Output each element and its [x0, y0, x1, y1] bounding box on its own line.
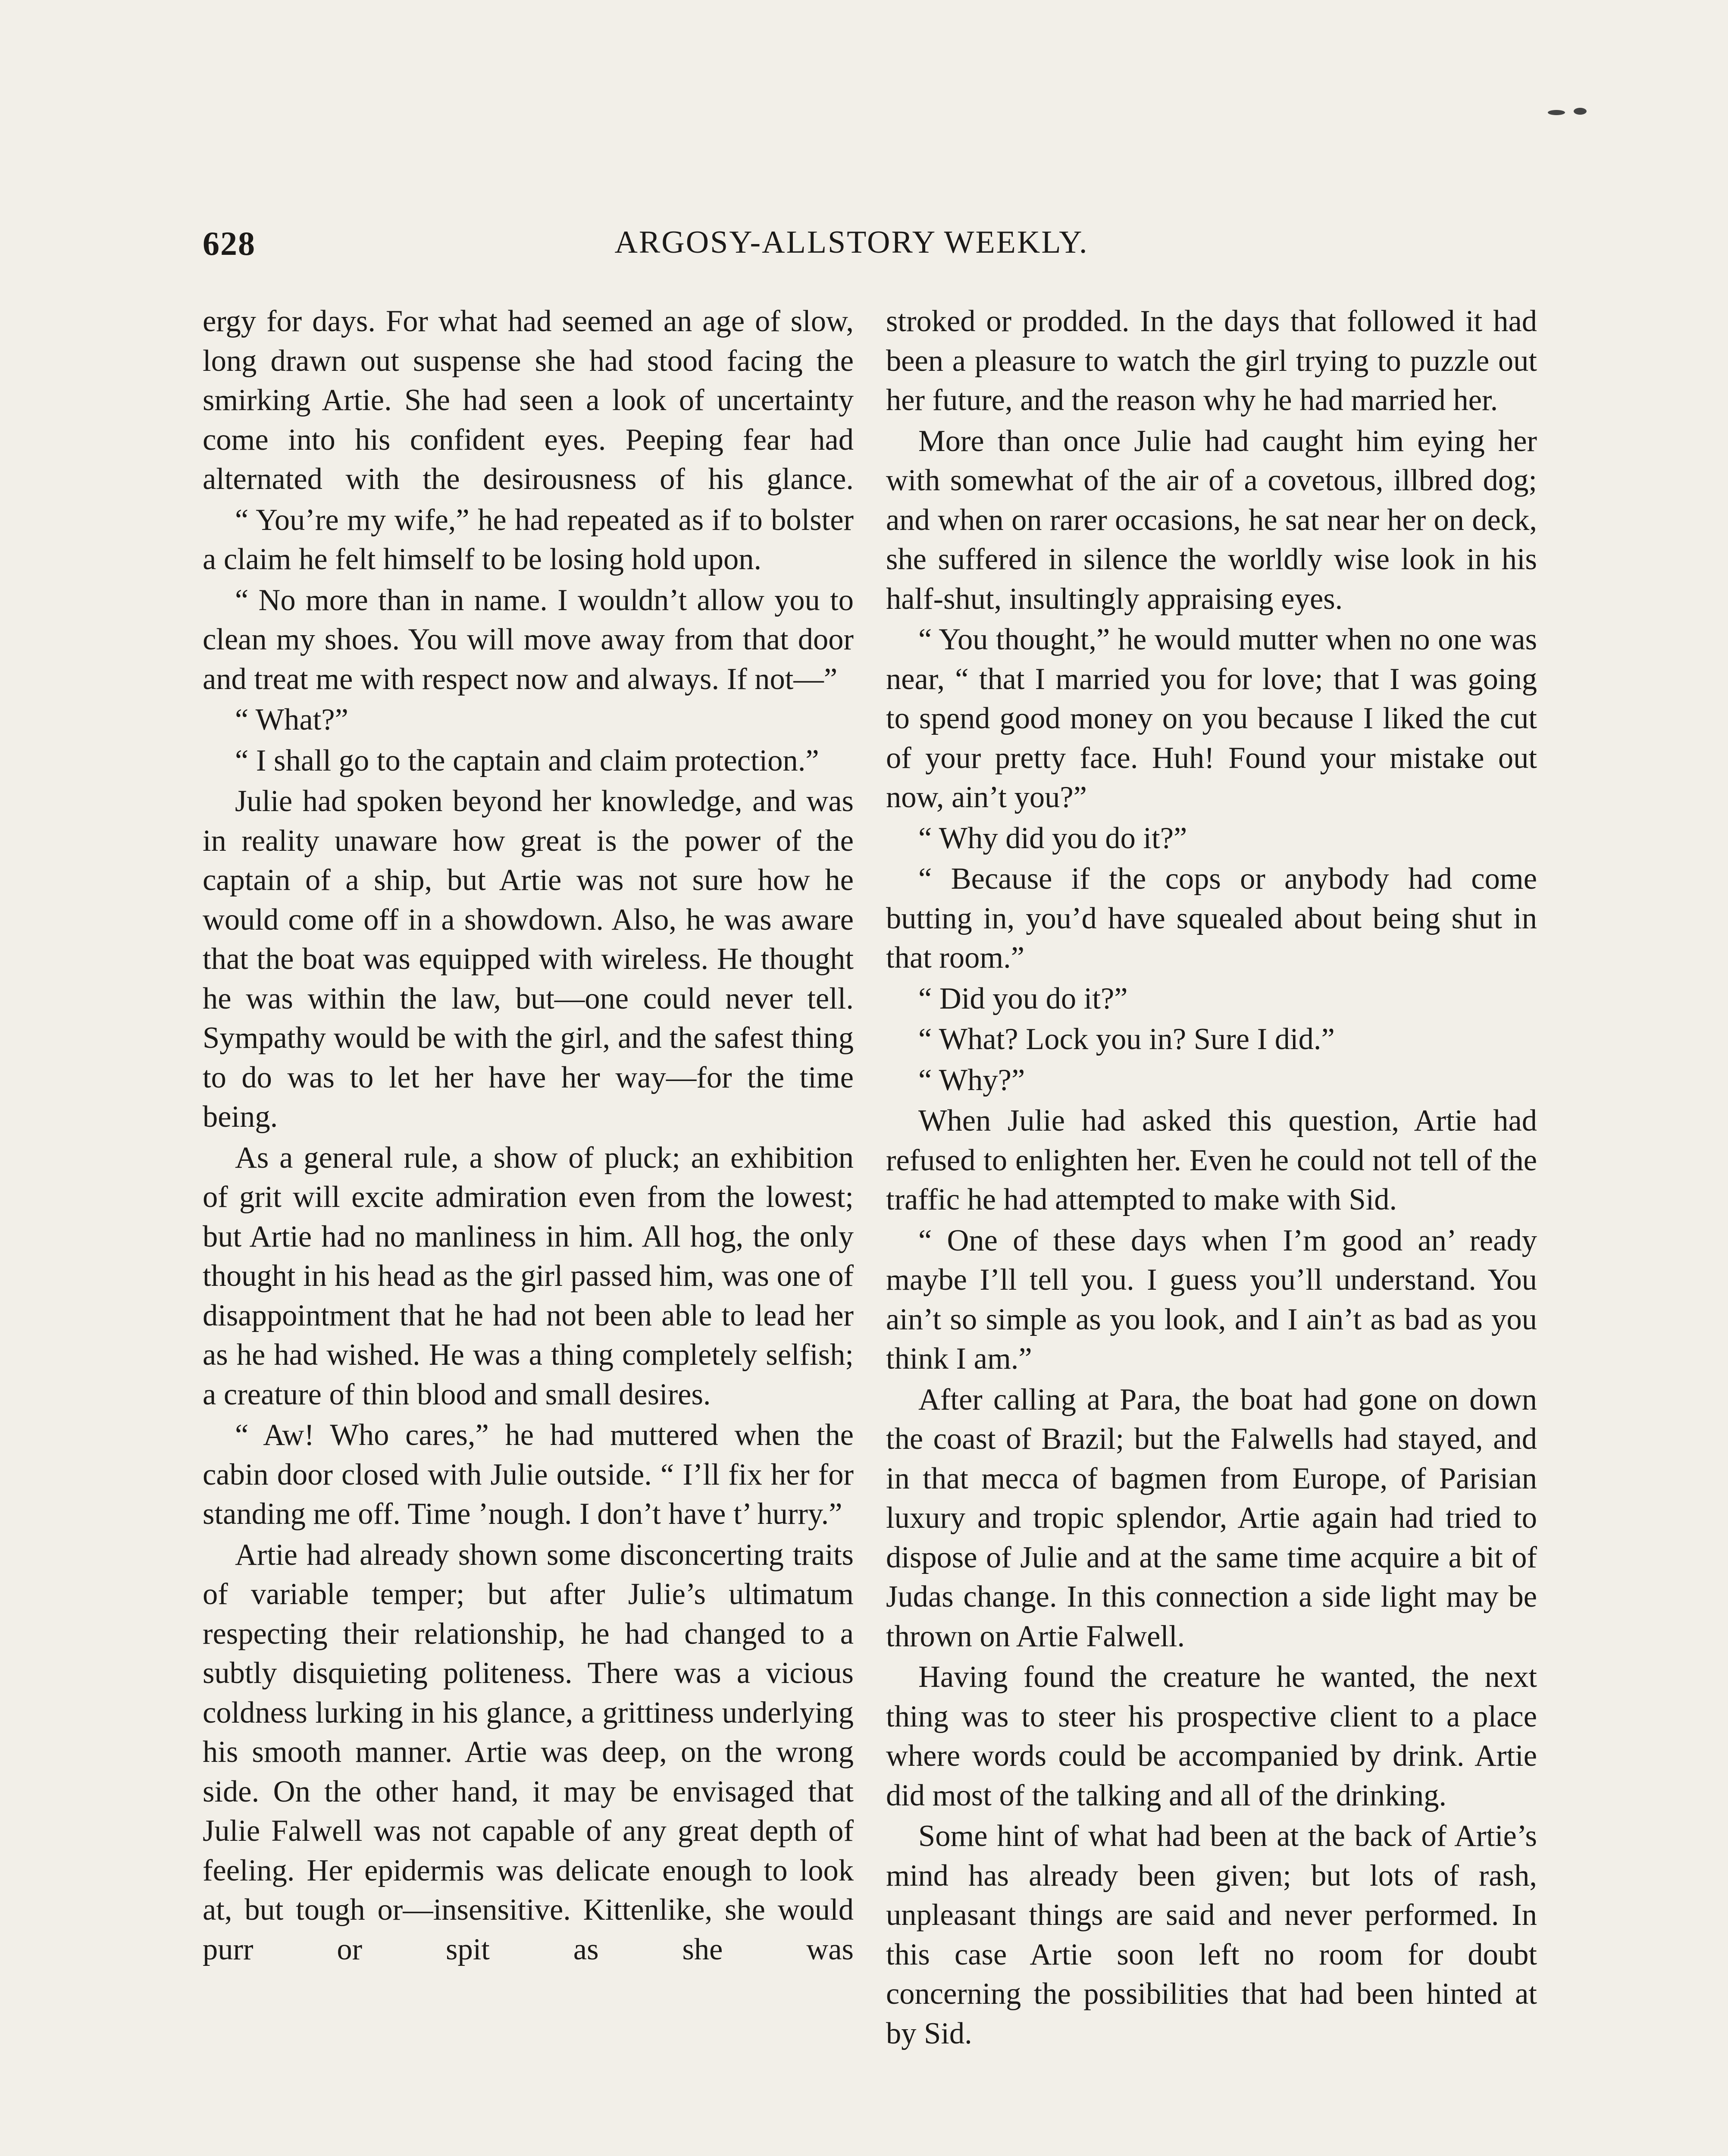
paragraph: After calling at Para, the boat had gone on down the coast of Brazil; but the Falwells had stayed, and in that mecca of bagmen from Europe, of Parisian luxury and tropic splendor, Artie again had tried to dispose of Julie and at the same time acquire a bit of Judas change. In this connection a side light may be thrown on Artie Falwell. — [886, 1382, 1537, 1653]
paragraph: Artie had already shown some disconcerting traits of variable temper; but after Julie’s ultimatum respecting their relationship, he had changed to a subtly disquieting politeness. There was a vicious coldness lurking in his glance, a grittiness underlying his smooth manner. Artie was deep, on the wrong side. On the other hand, it may be envisaged that Julie Falwell was not capable of any great depth of feeling. Her epidermis was delicate enough to look at, but tough or—insensitive. Kittenlike, she would purr or spit as she was — [203, 1538, 854, 1966]
paragraph: “ I shall go to the captain and claim protection.” — [235, 743, 819, 777]
paragraph: “ Aw! Who cares,” he had muttered when the cabin door closed with Julie outside. “ I’ll fix her for standing me off. Time ’nough. I don’t have t’ hurry.” — [203, 1418, 854, 1531]
paragraph: Julie had spoken beyond her knowledge, and was in reality unaware how great is the power of the captain of a ship, but Artie was not sure how he would come off in a showdown. Also, he was aware that the boat was equipped with wireless. He thought he was within the law, but—one could never tell. Sympathy would be with the girl, and the safest thing to do was to let her have her way—for the time being. — [203, 784, 854, 1134]
paragraph: “ Did you do it?” — [918, 981, 1128, 1015]
page-header — [203, 224, 1500, 267]
paragraph: “ What? Lock you in? Sure I did.” — [918, 1022, 1335, 1056]
print-speck — [1574, 108, 1587, 115]
paragraph: As a general rule, a show of pluck; an exhibition of grit will excite admiration even from the lowest; but Artie had no manliness in him. All hog, the only thought in his head as the girl passed him, was one of disappointment that he had not been able to lead her as he had wished. He was a thing completely selfish; a creature of thin blood and small desires. — [203, 1141, 854, 1411]
paragraph: “ What?” — [235, 703, 348, 736]
paragraph: “ Because if the cops or anybody had come butting in, you’d have squealed about being shut in that room.” — [886, 862, 1537, 975]
paragraph: Having found the creature he wanted, the next thing was to steer his prospective client to a place where words could be accompanied by drink. Artie did most of the talking and all of the drinking. — [886, 1660, 1537, 1812]
paragraph: “ One of these days when I’m good an’ ready maybe I’ll tell you. I guess you’ll understand. You ain’t so simple as you look, and I ain’t as bad as you think I am.” — [886, 1223, 1537, 1376]
paragraph: More than once Julie had caught him eying her with somewhat of the air of a covetous, illbred dog; and when on rarer occasions, he sat near her on deck, she suffered in silence the worldly wise look in his half-shut, insultingly appraising eyes. — [886, 424, 1537, 616]
paragraph: Some hint of what had been at the back of Artie’s mind has already been given; but lots of rash, unpleasant things are said and never performed. In this case Artie soon left no room for doubt concerning the possibilities that had been hinted at by Sid. — [886, 1819, 1537, 2050]
paragraph: “ You thought,” he would mutter when no one was near, “ that I married you for love; that I was going to spend good money on you because I liked the cut of your pretty face. Huh! Found your mistake out now, ain’t you?” — [886, 623, 1537, 814]
print-speck — [1548, 110, 1565, 115]
page-number: 628 — [203, 225, 256, 262]
paragraph: stroked or prodded. In the days that followed it had been a pleasure to watch the girl trying to puzzle out her future, and the reason why he had married her. — [886, 304, 1537, 417]
paragraph: “ No more than in name. I wouldn’t allow you to clean my shoes. You will move away from that door and treat me with respect now and always. If not—” — [203, 583, 854, 696]
paragraph: “ Why did you do it?” — [918, 821, 1187, 855]
paragraph: “ Why?” — [918, 1063, 1025, 1097]
paragraph: When Julie had asked this question, Artie had refused to enlighten her. Even he could not tell of the traffic he had attempted to make with Sid. — [886, 1104, 1537, 1216]
right-column — [886, 302, 1537, 2055]
paragraph: ergy for days. For what had seemed an age of slow, long drawn out suspense she had stood facing the smirking Artie. She had seen a look of uncertainty come into his confident eyes. Peeping fear had alternated with the desirousness of his glance. — [203, 304, 854, 496]
running-title: ARGOSY-ALLSTORY WEEKLY. — [614, 225, 1089, 260]
paragraph: “ You’re my wife,” he had repeated as if to bolster a claim he felt himself to be losing hold upon. — [203, 503, 854, 576]
left-column — [203, 302, 854, 1971]
